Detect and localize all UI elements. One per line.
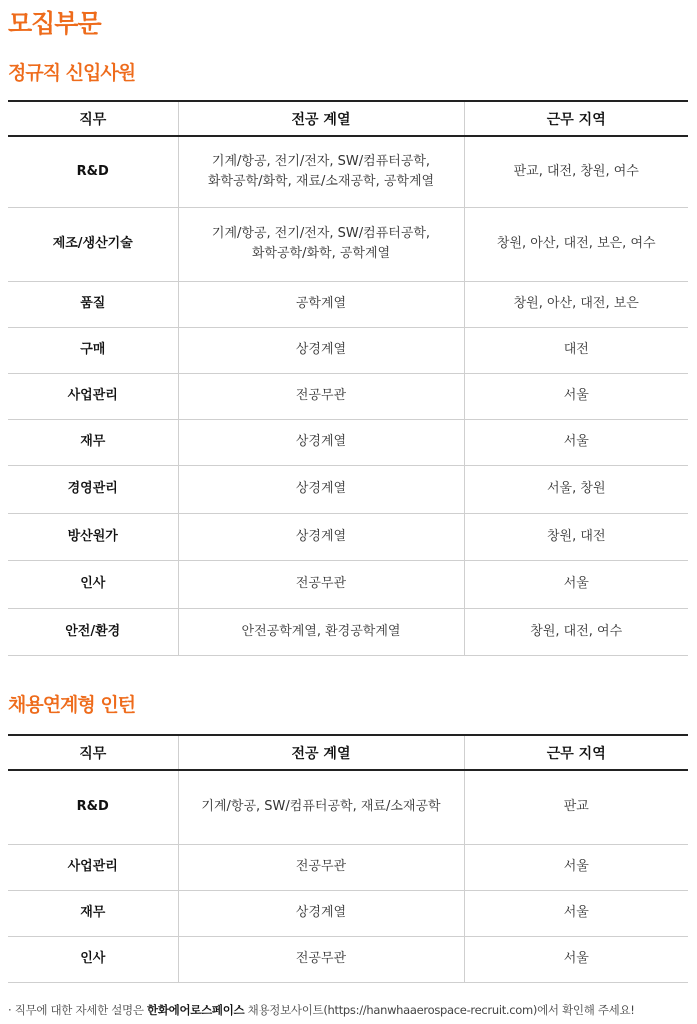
- page-title: 모집부문: [8, 9, 101, 38]
- table-row: [8, 327, 688, 373]
- table-row: [8, 136, 688, 207]
- role-cell: 안전/환경: [8, 608, 178, 655]
- role-cell: 경영관리: [8, 465, 178, 513]
- table-row: [8, 844, 688, 890]
- header-major: 전공 계열: [178, 101, 464, 136]
- intern-positions-table: [8, 734, 688, 983]
- role-cell: 재무: [8, 419, 178, 465]
- major-cell: 전공무관: [178, 936, 464, 982]
- major-cell: 상경계열: [178, 419, 464, 465]
- role-cell: 제조/생산기술: [8, 207, 178, 281]
- role-cell: 품질: [8, 281, 178, 327]
- role-cell: R&D: [8, 136, 178, 207]
- location-cell: 판교, 대전, 창원, 여수: [464, 136, 688, 207]
- major-cell: 상경계열: [178, 890, 464, 936]
- location-cell: 창원, 아산, 대전, 보은, 여수: [464, 207, 688, 281]
- role-cell: 사업관리: [8, 844, 178, 890]
- major-line: 화학공학/화학, 공학계열: [251, 246, 391, 261]
- table-row: [8, 465, 688, 513]
- location-cell: 서울: [464, 890, 688, 936]
- major-cell: 기계/항공, SW/컴퓨터공학, 재료/소재공학: [178, 770, 464, 844]
- table-row: [8, 281, 688, 327]
- section-title-intern: 채용연계형 인턴: [8, 694, 136, 716]
- location-cell: 서울: [464, 844, 688, 890]
- header-location: 근무 지역: [464, 101, 688, 136]
- table-row: [8, 560, 688, 608]
- header-role: 직무: [8, 735, 178, 770]
- location-cell: 서울: [464, 419, 688, 465]
- footnote-suffix: 채용정보사이트(https://hanwhaaerospace-recruit.com)에서 확인해 주세요!: [244, 1003, 635, 1017]
- major-cell: 전공무관: [178, 560, 464, 608]
- location-cell: 서울, 창원: [464, 465, 688, 513]
- role-cell: 인사: [8, 936, 178, 982]
- header-location: 근무 지역: [464, 735, 688, 770]
- header-role: 직무: [8, 101, 178, 136]
- table-row: [8, 419, 688, 465]
- role-cell: 재무: [8, 890, 178, 936]
- location-cell: 대전: [464, 327, 688, 373]
- role-cell: 방산원가: [8, 513, 178, 560]
- location-cell: 창원, 아산, 대전, 보은: [464, 281, 688, 327]
- major-line: 기계/항공, 전기/전자, SW/컴퓨터공학,: [211, 153, 431, 169]
- location-cell: 판교: [464, 770, 688, 844]
- location-cell: 서울: [464, 560, 688, 608]
- table-row: [8, 936, 688, 982]
- role-cell: R&D: [8, 770, 178, 844]
- role-cell: 사업관리: [8, 373, 178, 419]
- footnote-prefix: · 직무에 대한 자세한 설명은: [8, 1003, 148, 1017]
- major-cell: 상경계열: [178, 327, 464, 373]
- location-cell: 서울: [464, 373, 688, 419]
- section-title-regular: 정규직 신입사원: [8, 62, 136, 84]
- major-cell: 안전공학계열, 환경공학계열: [178, 608, 464, 655]
- major-line: 화학공학/화학, 재료/소재공학, 공학계열: [207, 173, 435, 189]
- location-cell: 창원, 대전, 여수: [464, 608, 688, 655]
- header-major: 전공 계열: [178, 735, 464, 770]
- major-line: 기계/항공, 전기/전자, SW/컴퓨터공학,: [211, 226, 431, 241]
- major-cell: [178, 136, 464, 207]
- role-cell: 인사: [8, 560, 178, 608]
- location-cell: 서울: [464, 936, 688, 982]
- major-cell: 전공무관: [178, 373, 464, 419]
- major-cell: 상경계열: [178, 465, 464, 513]
- major-cell: 전공무관: [178, 844, 464, 890]
- table-row: [8, 890, 688, 936]
- table-row: [8, 608, 688, 655]
- table-header-row: [8, 101, 688, 136]
- major-cell: 공학계열: [178, 281, 464, 327]
- table-row: [8, 373, 688, 419]
- major-cell: 상경계열: [178, 513, 464, 560]
- footnote-company: 한화에어로스페이스: [147, 1003, 245, 1017]
- table-header-row: [8, 735, 688, 770]
- role-cell: 구매: [8, 327, 178, 373]
- regular-positions-table: [8, 100, 688, 656]
- table-row: [8, 770, 688, 844]
- major-cell: [178, 207, 464, 281]
- footnote: [8, 1002, 635, 1018]
- table-row: [8, 513, 688, 560]
- table-row: [8, 207, 688, 281]
- location-cell: 창원, 대전: [464, 513, 688, 560]
